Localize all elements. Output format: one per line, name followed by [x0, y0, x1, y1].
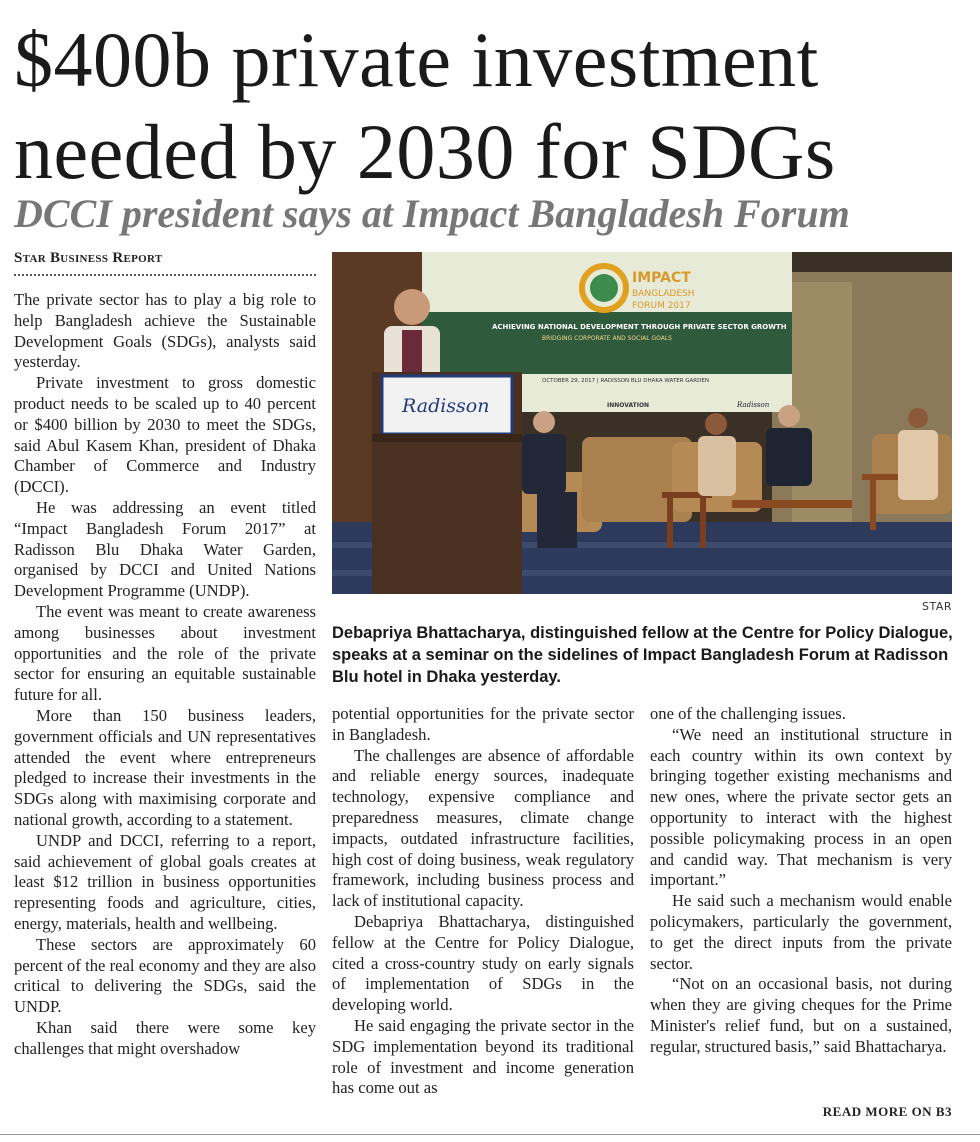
byline: Star Business Report	[14, 250, 316, 276]
banner-title-1: IMPACT	[632, 270, 691, 286]
paragraph: potential opportunities for the private sector in Bangladesh.	[332, 704, 634, 744]
article-column-1	[14, 290, 316, 1059]
paragraph: He said such a mechanism would enable policymakers, particularly the government, to get the direct inputs from the private sector.	[650, 891, 952, 973]
headline-line-1: $400b private investment	[14, 16, 819, 103]
paragraph: The event was meant to create awareness among businesses about investment opportunities and the role of the private sector for ensuring an equitable sustainable future for all.	[14, 601, 316, 705]
banner-title-3: FORUM 2017	[632, 301, 691, 311]
paragraph: He said engaging the private sector in the SDG implementation beyond its traditional role of investment and income generation has come out as	[332, 1015, 634, 1098]
paragraph: Private investment to gross domestic product needs to be scaled up to 40 percent or $400 billion by 2030 to meet the SDGs, said Abul Kasem Khan, president of Dhaka Chamber of Commerce and Industry (DCCI).	[14, 373, 316, 497]
paragraph: The challenges are absence of affordable and reliable energy sources, inadequate technology, expensive compliance and preparedness measures, climate change impacts, outdated infrastructure facilities, high cost of doing business, weak regulatory framework, including business process and lack of institutional capacity.	[332, 745, 634, 911]
paragraph: “Not on an occasional basis, not during when they are giving cheques for the Prime Minister's relief fund, but on a sustained, regular, structured basis,” said Bhattacharya.	[650, 974, 952, 1056]
read-more-link[interactable]: READ MORE ON B3	[822, 1104, 952, 1119]
photo-credit: STAR	[921, 600, 952, 613]
event-photo	[332, 252, 952, 594]
banner-tagline: ACHIEVING NATIONAL DEVELOPMENT THROUGH PRIVATE SECTOR GROWTH	[492, 323, 787, 331]
paragraph: More than 150 business leaders, government officials and UN representatives attended the event where entrepreneurs pledged to increase their investments in the SDGs along with maximising corporate and national growth, according to a statement.	[14, 705, 316, 829]
paragraph: The private sector has to play a big role to help Bangladesh achieve the Sustainable Development Goals (SDGs), analysts said yesterday.	[14, 290, 316, 372]
paragraph: He was addressing an event titled “Impact Bangladesh Forum 2017” at Radisson Blu Dhaka Water Garden, organised by DCCI and United Nations Development Programme (UNDP).	[14, 497, 316, 601]
article-column-2	[332, 704, 634, 1099]
photo-illustration	[332, 252, 952, 594]
photo-caption: Debapriya Bhattacharya, distinguished fellow at the Centre for Policy Dialogue, speaks at a seminar on the sidelines of Impact Bangladesh Forum at Radisson Blu hotel in Dhaka yesterday.	[332, 624, 953, 686]
headline	[14, 14, 974, 198]
paragraph: one of the challenging issues.	[650, 704, 846, 723]
panelist	[766, 428, 812, 486]
paragraph: These sectors are approximately 60 percent of the real economy and they are also critical to delivering the SDGs, said the UNDP.	[14, 934, 316, 1017]
paragraph: UNDP and DCCI, referring to a report, said achievement of global goals creates at least $12 trillion in business opportunities representing foods and agriculture, cities, energy, materials, health and wellbeing.	[14, 830, 316, 933]
sponsor-logo-1: INNOVATION	[607, 402, 650, 409]
paragraph: Debapriya Bhattacharya, distinguished fellow at the Centre for Policy Dialogue, cited a cross-country study on early signals of implementation of SDGs in the developing world.	[332, 911, 634, 1015]
sponsor-logo-2: Radisson	[737, 401, 770, 409]
subheadline: DCCI president says at Impact Bangladesh Forum	[14, 191, 850, 236]
paragraph: Khan said there were some key challenges that might overshadow	[14, 1017, 316, 1058]
banner-title-2: BANGLADESH	[632, 289, 695, 299]
banner-date: OCTOBER 29, 2017 | RADISSON BLU DHAKA WATER GARDEN	[542, 378, 709, 384]
paragraph: “We need an institutional structure in each country within its own context by bringing together existing mechanisms and new ones, where the private sector gets an opportunity to interact with the highest possible policymaking process in an open and candid way. That mechanism is very important.”	[650, 724, 952, 890]
podium-logo: Radisson	[402, 395, 490, 417]
panelist	[898, 430, 938, 500]
article-column-3	[650, 704, 952, 1058]
panelist	[698, 436, 736, 496]
bottom-rule	[0, 1134, 980, 1135]
banner-subtagline: BRIDGING CORPORATE AND SOCIAL GOALS	[542, 335, 672, 342]
headline-line-2: needed by 2030 for SDGs	[14, 108, 836, 195]
panelist	[522, 434, 566, 494]
